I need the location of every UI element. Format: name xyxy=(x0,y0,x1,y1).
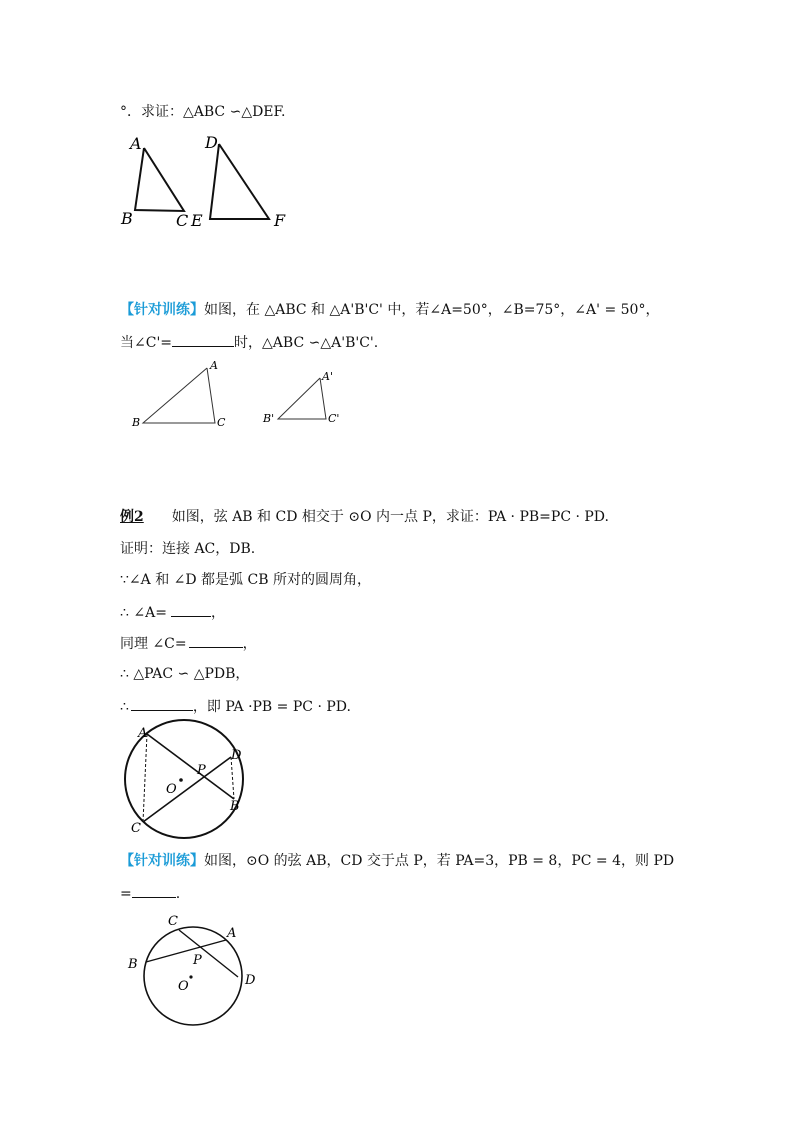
label-o-4: O xyxy=(178,979,189,994)
label-c-2: C xyxy=(217,416,226,429)
proof-step2b: ， xyxy=(242,636,257,652)
label-d-3: D xyxy=(231,748,242,763)
proof-goal-text: °．求证：△ABC ∽△DEF. xyxy=(120,104,286,120)
example2-label: 例2 xyxy=(120,509,144,525)
proof-step4b: ，即 PA ·PB = PC · PD. xyxy=(192,699,351,715)
label-c-3: C xyxy=(131,821,141,836)
label-c: C xyxy=(176,211,189,230)
training1-label: 【针对训练】 xyxy=(120,302,204,318)
label-a-4: A xyxy=(227,926,237,941)
label-b-3: B xyxy=(230,799,240,814)
label-a-2: A xyxy=(210,359,218,372)
example2-statement: 如图，弦 AB 和 CD 相交于 ⊙O 内一点 P，求证：PA · PB=PC · PD. xyxy=(171,509,609,525)
proof-step1b: ， xyxy=(210,605,225,621)
training2-label: 【针对训练】 xyxy=(120,853,204,869)
training1-text2a: 当∠C'= xyxy=(120,335,173,351)
training2-text2a: = xyxy=(120,886,132,902)
label-p-3: P xyxy=(197,763,206,778)
label-d-4: D xyxy=(245,973,256,988)
training1-text2b: 时，△ABC ∽△A'B'C'. xyxy=(234,335,379,351)
label-o-3: O xyxy=(166,782,177,797)
proof-step4a: ∴ xyxy=(120,699,129,715)
training2-text1: 如图，⊙O 的弦 AB，CD 交于点 P，若 PA=3，PB = 8，PC = 4，则 PD xyxy=(204,853,675,869)
proof-step1a: ∴ ∠A= xyxy=(120,605,167,621)
label-d: D xyxy=(205,133,218,152)
label-b-2: B xyxy=(132,416,141,429)
label-b1: B' xyxy=(263,412,275,425)
label-b-4: B xyxy=(128,957,138,972)
label-a-3: A xyxy=(138,726,148,741)
proof-reason1: ∵∠A 和 ∠D 都是弧 CB 所对的圆周角， xyxy=(120,572,371,588)
label-b: B xyxy=(121,209,133,228)
label-a1: A' xyxy=(322,370,333,383)
training1-text1: 如图，在 △ABC 和 △A'B'C' 中，若∠A=50°，∠B=75°，∠A' = 50°， xyxy=(204,302,660,318)
label-e: E xyxy=(191,211,203,230)
proof-intro: 证明：连接 AC，DB. xyxy=(120,541,256,557)
center-dot-2 xyxy=(189,975,192,978)
label-a: A xyxy=(130,134,142,153)
label-p-4: P xyxy=(193,953,202,968)
proof-step2a: 同理 ∠C= xyxy=(120,636,187,652)
proof-step3: ∴ △PAC ∽ △PDB， xyxy=(120,666,250,682)
label-c-4: C xyxy=(168,914,178,929)
label-f: F xyxy=(274,211,286,230)
training2-text2b: . xyxy=(175,886,181,902)
label-c1: C' xyxy=(328,412,340,425)
